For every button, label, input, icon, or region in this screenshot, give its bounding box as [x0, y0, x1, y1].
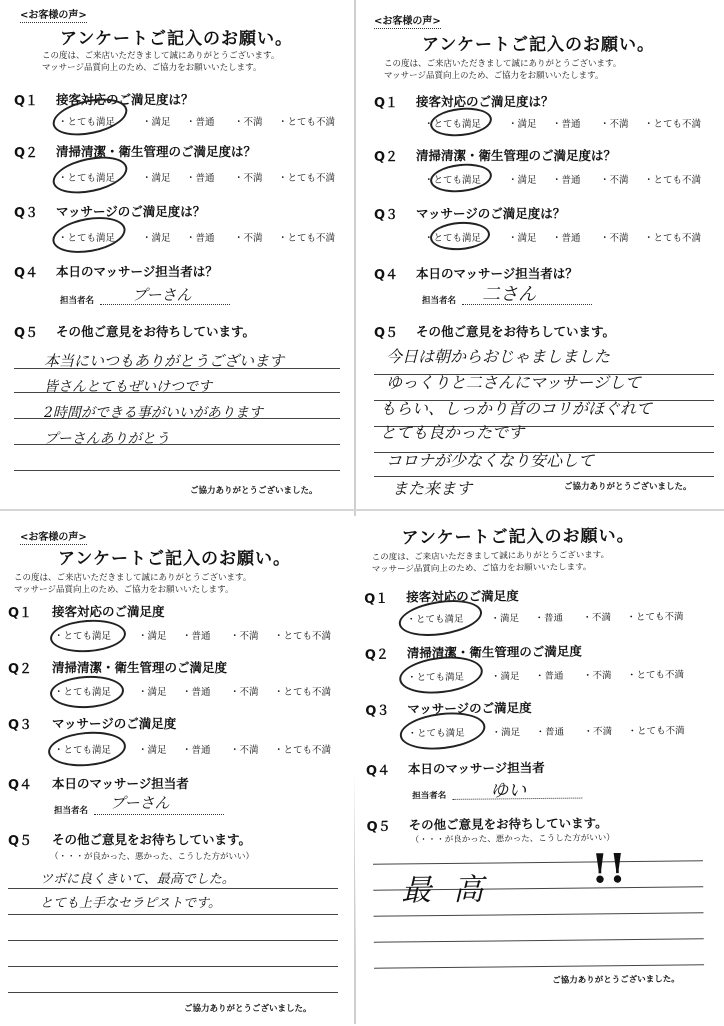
option-very-dissatisfied: ・とても不満	[274, 745, 332, 756]
intro-line-2: マッサージ品質向上のため、ご協力をお願いいたします。	[384, 71, 604, 81]
customer-voice-label: <お客様の声>	[374, 12, 441, 27]
q2-number: Q２	[364, 647, 389, 663]
comment-rule	[374, 964, 704, 968]
survey-card-4	[351, 512, 724, 1026]
q5-subtext: （・・・が良かった、悪かった、こうした方がいい）	[410, 833, 615, 846]
answer-circle-mark	[47, 729, 128, 770]
survey-title: アンケートご記入のお願い。	[60, 29, 293, 49]
option-normal: ・普通	[552, 175, 581, 186]
q1-number: Q１	[8, 606, 33, 621]
handwritten-comment-line: また来ます	[392, 479, 473, 498]
option-very-dissatisfied: ・とても不満	[626, 611, 684, 624]
option-dissatisfied: ・不満	[230, 631, 259, 642]
handwritten-comment-line: 今日は朝からおじゃましました	[386, 347, 611, 366]
q3-number: Q３	[365, 703, 390, 719]
option-normal: ・普通	[552, 119, 581, 130]
handwritten-comment-line: とても良かったです	[380, 423, 525, 442]
option-satisfied: ・満足	[142, 173, 171, 184]
handwritten-comment-line: ツボに良くきいて、最高でした。	[40, 872, 235, 887]
option-dissatisfied: ・不満	[600, 175, 629, 186]
q2-text: 清掃清潔・衛生管理のご満足度は？	[56, 144, 257, 159]
customer-voice-label: <お客様の声>	[20, 528, 87, 543]
option-very-dissatisfied: ・とても不満	[278, 233, 336, 244]
handwritten-comment-line: 最高	[401, 872, 506, 909]
handwritten-comment-line: コロナが少なくなり安心して	[386, 451, 595, 470]
q4-number: Q４	[14, 266, 39, 281]
q2-text: 清掃清潔・衛生管理のご満足度は？	[416, 148, 617, 163]
q4-text: 本日のマッサージ担当者	[407, 759, 545, 777]
comment-rule	[374, 938, 704, 942]
option-satisfied: ・満足	[138, 745, 167, 756]
option-very-dissatisfied: ・とても不満	[278, 173, 336, 184]
q5-subtext: （・・・が良かった、悪かった、こうした方がいい）	[50, 852, 255, 862]
q3-text: マッサージのご満足度は？	[56, 204, 206, 219]
option-dissatisfied: ・不満	[230, 745, 259, 756]
survey-title: アンケートご記入のお願い。	[422, 35, 655, 55]
survey-card-1	[0, 0, 352, 506]
option-satisfied: ・満足	[508, 119, 537, 130]
staff-underline	[94, 814, 224, 815]
intro-line-1: この度は、ご来店いただきまして誠にありがとうございます。	[14, 573, 252, 583]
answer-circle-mark	[429, 161, 494, 195]
q3-number: Q３	[14, 206, 39, 221]
q1-text: 接客対応のご満足度は？	[56, 92, 194, 107]
option-very-dissatisfied: ・とても不満	[644, 175, 702, 186]
comment-rule	[8, 914, 338, 915]
handwritten-comment-line: とても上手なセラピストです。	[40, 896, 221, 911]
q5-number: Q５	[8, 834, 33, 849]
q5-number: Q５	[374, 326, 399, 341]
comment-rule	[8, 888, 338, 889]
comment-rule	[14, 470, 340, 471]
handwritten-comment-line: もらい、しっかり首のコリがほぐれて	[380, 399, 653, 418]
option-dissatisfied: ・不満	[582, 670, 612, 682]
q5-number: Q５	[14, 326, 39, 341]
option-very-dissatisfied: ・とても不満	[274, 631, 332, 642]
comment-rule	[8, 966, 338, 967]
q5-text: その他ご意見をお待ちしています。	[416, 324, 616, 339]
handwritten-comment-line: 本当にいつもありがとうございます	[44, 352, 285, 370]
staff-name-handwritten: ゆい	[490, 780, 527, 802]
option-satisfied: ・満足	[490, 671, 520, 683]
option-very-satisfied: ・とても満足	[406, 613, 464, 626]
handwritten-comment-line: 皆さんとてもぜいけつです	[44, 379, 212, 395]
q4-number: Q４	[374, 268, 399, 283]
card-divider-horizontal	[0, 509, 724, 511]
answer-circle-mark	[49, 617, 127, 654]
option-very-satisfied: ・とても満足	[424, 233, 482, 244]
q3-text: マッサージのご満足度	[407, 700, 532, 717]
q4-text: 本日のマッサージ担当者	[52, 776, 189, 791]
q5-text: その他ご意見をお待ちしています。	[52, 832, 252, 847]
q4-text: 本日のマッサージ担当者は？	[56, 264, 218, 279]
q1-text: 接客対応のご満足度は？	[416, 94, 554, 109]
option-very-satisfied: ・とても満足	[424, 175, 482, 186]
comment-rule	[8, 940, 338, 941]
option-very-satisfied: ・とても満足	[406, 671, 465, 684]
option-satisfied: ・満足	[491, 727, 521, 739]
q3-number: Q３	[8, 718, 33, 733]
option-very-dissatisfied: ・とても不満	[644, 233, 702, 244]
comment-rule	[8, 992, 338, 993]
survey-card-2	[360, 0, 724, 506]
staff-name-handwritten: 二さん	[482, 284, 536, 305]
q2-text: 清掃清潔・衛生管理のご満足度	[52, 660, 228, 675]
option-dissatisfied: ・不満	[600, 233, 629, 244]
intro-line-1: この度は、ご来店いただきまして誠にありがとうございます。	[42, 51, 280, 61]
option-satisfied: ・満足	[142, 233, 171, 244]
option-very-dissatisfied: ・とても不満	[644, 119, 702, 130]
comment-rule	[373, 860, 703, 864]
survey-card-3	[0, 514, 352, 1024]
staff-name-handwritten: プーさん	[132, 286, 192, 304]
option-satisfied: ・満足	[508, 233, 537, 244]
option-very-satisfied: ・とても満足	[407, 727, 465, 740]
option-very-dissatisfied: ・とても不満	[627, 725, 685, 738]
q1-text: 接客対応のご満足度	[52, 604, 165, 619]
option-very-satisfied: ・とても満足	[54, 745, 112, 756]
thanks-message: ご協力ありがとうございました。	[552, 974, 680, 986]
q2-number: Q２	[8, 662, 33, 677]
option-dissatisfied: ・不満	[582, 612, 611, 624]
q5-number: Q５	[366, 819, 391, 835]
option-satisfied: ・満足	[508, 175, 537, 186]
option-normal: ・普通	[186, 117, 215, 128]
customer-voice-label: <お客様の声>	[20, 6, 87, 21]
option-normal: ・普通	[535, 726, 565, 739]
option-satisfied: ・満足	[138, 687, 167, 698]
intro-line-2: マッサージ品質向上のため、ご協力をお願いいたします。	[371, 562, 592, 575]
q1-number: Q１	[374, 96, 399, 111]
answer-circle-mark	[49, 674, 125, 710]
intro-line-2: マッサージ品質向上のため、ご協力をお願いいたします。	[14, 585, 234, 595]
option-dissatisfied: ・不満	[234, 173, 263, 184]
q2-number: Q２	[374, 150, 399, 165]
option-very-dissatisfied: ・とても不満	[278, 117, 336, 128]
handwritten-comment-line: プーさんありがとう	[44, 431, 170, 447]
exclamation-marks: !!	[590, 845, 627, 893]
option-normal: ・普通	[186, 233, 215, 244]
survey-title: アンケートご記入のお願い。	[58, 549, 291, 569]
q3-number: Q３	[374, 208, 399, 223]
option-normal: ・普通	[552, 233, 581, 244]
q1-number: Q１	[364, 591, 389, 607]
option-very-dissatisfied: ・とても不満	[274, 687, 332, 698]
option-very-satisfied: ・とても満足	[54, 687, 112, 698]
option-very-satisfied: ・とても満足	[58, 173, 116, 184]
option-very-satisfied: ・とても満足	[54, 631, 112, 642]
option-satisfied: ・満足	[138, 631, 167, 642]
survey-title: アンケートご記入のお願い。	[401, 525, 635, 549]
q4-number: Q４	[8, 778, 33, 793]
staff-label: 担当者名	[412, 790, 447, 802]
option-very-satisfied: ・とても満足	[58, 117, 116, 128]
q3-text: マッサージのご満足度	[52, 716, 177, 731]
option-normal: ・普通	[182, 745, 211, 756]
q2-text: 清掃清潔・衛生管理のご満足度	[406, 643, 582, 661]
thanks-message: ご協力ありがとうございました。	[564, 482, 692, 492]
option-very-satisfied: ・とても満足	[58, 233, 116, 244]
option-dissatisfied: ・不満	[583, 726, 613, 738]
option-dissatisfied: ・不満	[234, 233, 263, 244]
staff-label: 担当者名	[422, 296, 457, 306]
q1-number: Q１	[14, 94, 39, 109]
option-dissatisfied: ・不満	[234, 117, 263, 128]
option-satisfied: ・満足	[490, 613, 519, 625]
q5-text: その他ご意見をお待ちしています。	[408, 815, 608, 833]
option-very-dissatisfied: ・とても不満	[626, 669, 685, 682]
option-normal: ・普通	[534, 612, 563, 625]
q4-number: Q４	[365, 763, 391, 779]
thanks-message: ご協力ありがとうございました。	[184, 1004, 312, 1014]
option-dissatisfied: ・不満	[230, 687, 259, 698]
staff-label: 担当者名	[54, 806, 89, 816]
staff-label: 担当者名	[60, 296, 95, 306]
comment-rule	[374, 912, 704, 916]
option-normal: ・普通	[182, 687, 211, 698]
option-normal: ・普通	[186, 173, 215, 184]
q2-number: Q２	[14, 146, 39, 161]
option-satisfied: ・満足	[142, 117, 171, 128]
option-normal: ・普通	[182, 631, 211, 642]
intro-line-2: マッサージ品質向上のため、ご協力をお願いいたします。	[42, 63, 262, 73]
option-dissatisfied: ・不満	[600, 119, 629, 130]
thanks-message: ご協力ありがとうございました。	[190, 486, 318, 496]
q1-text: 接客対応のご満足度	[406, 588, 519, 605]
intro-line-1: この度は、ご来店いただきまして誠にありがとうございます。	[371, 550, 610, 563]
option-very-satisfied: ・とても満足	[424, 119, 482, 130]
handwritten-comment-line: ゆっくりと二さんにマッサージして	[386, 373, 641, 392]
answer-circle-mark	[429, 220, 491, 252]
q5-text: その他ご意見をお待ちしています。	[56, 324, 256, 339]
option-normal: ・普通	[534, 670, 564, 683]
q3-text: マッサージのご満足度は？	[416, 206, 566, 221]
handwritten-comment-line: 2時間ができる事がいいがあります	[44, 405, 263, 421]
intro-line-1: この度は、ご来店いただきまして誠にありがとうございます。	[384, 59, 622, 69]
staff-name-handwritten: プーさん	[110, 794, 170, 812]
q4-text: 本日のマッサージ担当者は？	[416, 266, 578, 281]
